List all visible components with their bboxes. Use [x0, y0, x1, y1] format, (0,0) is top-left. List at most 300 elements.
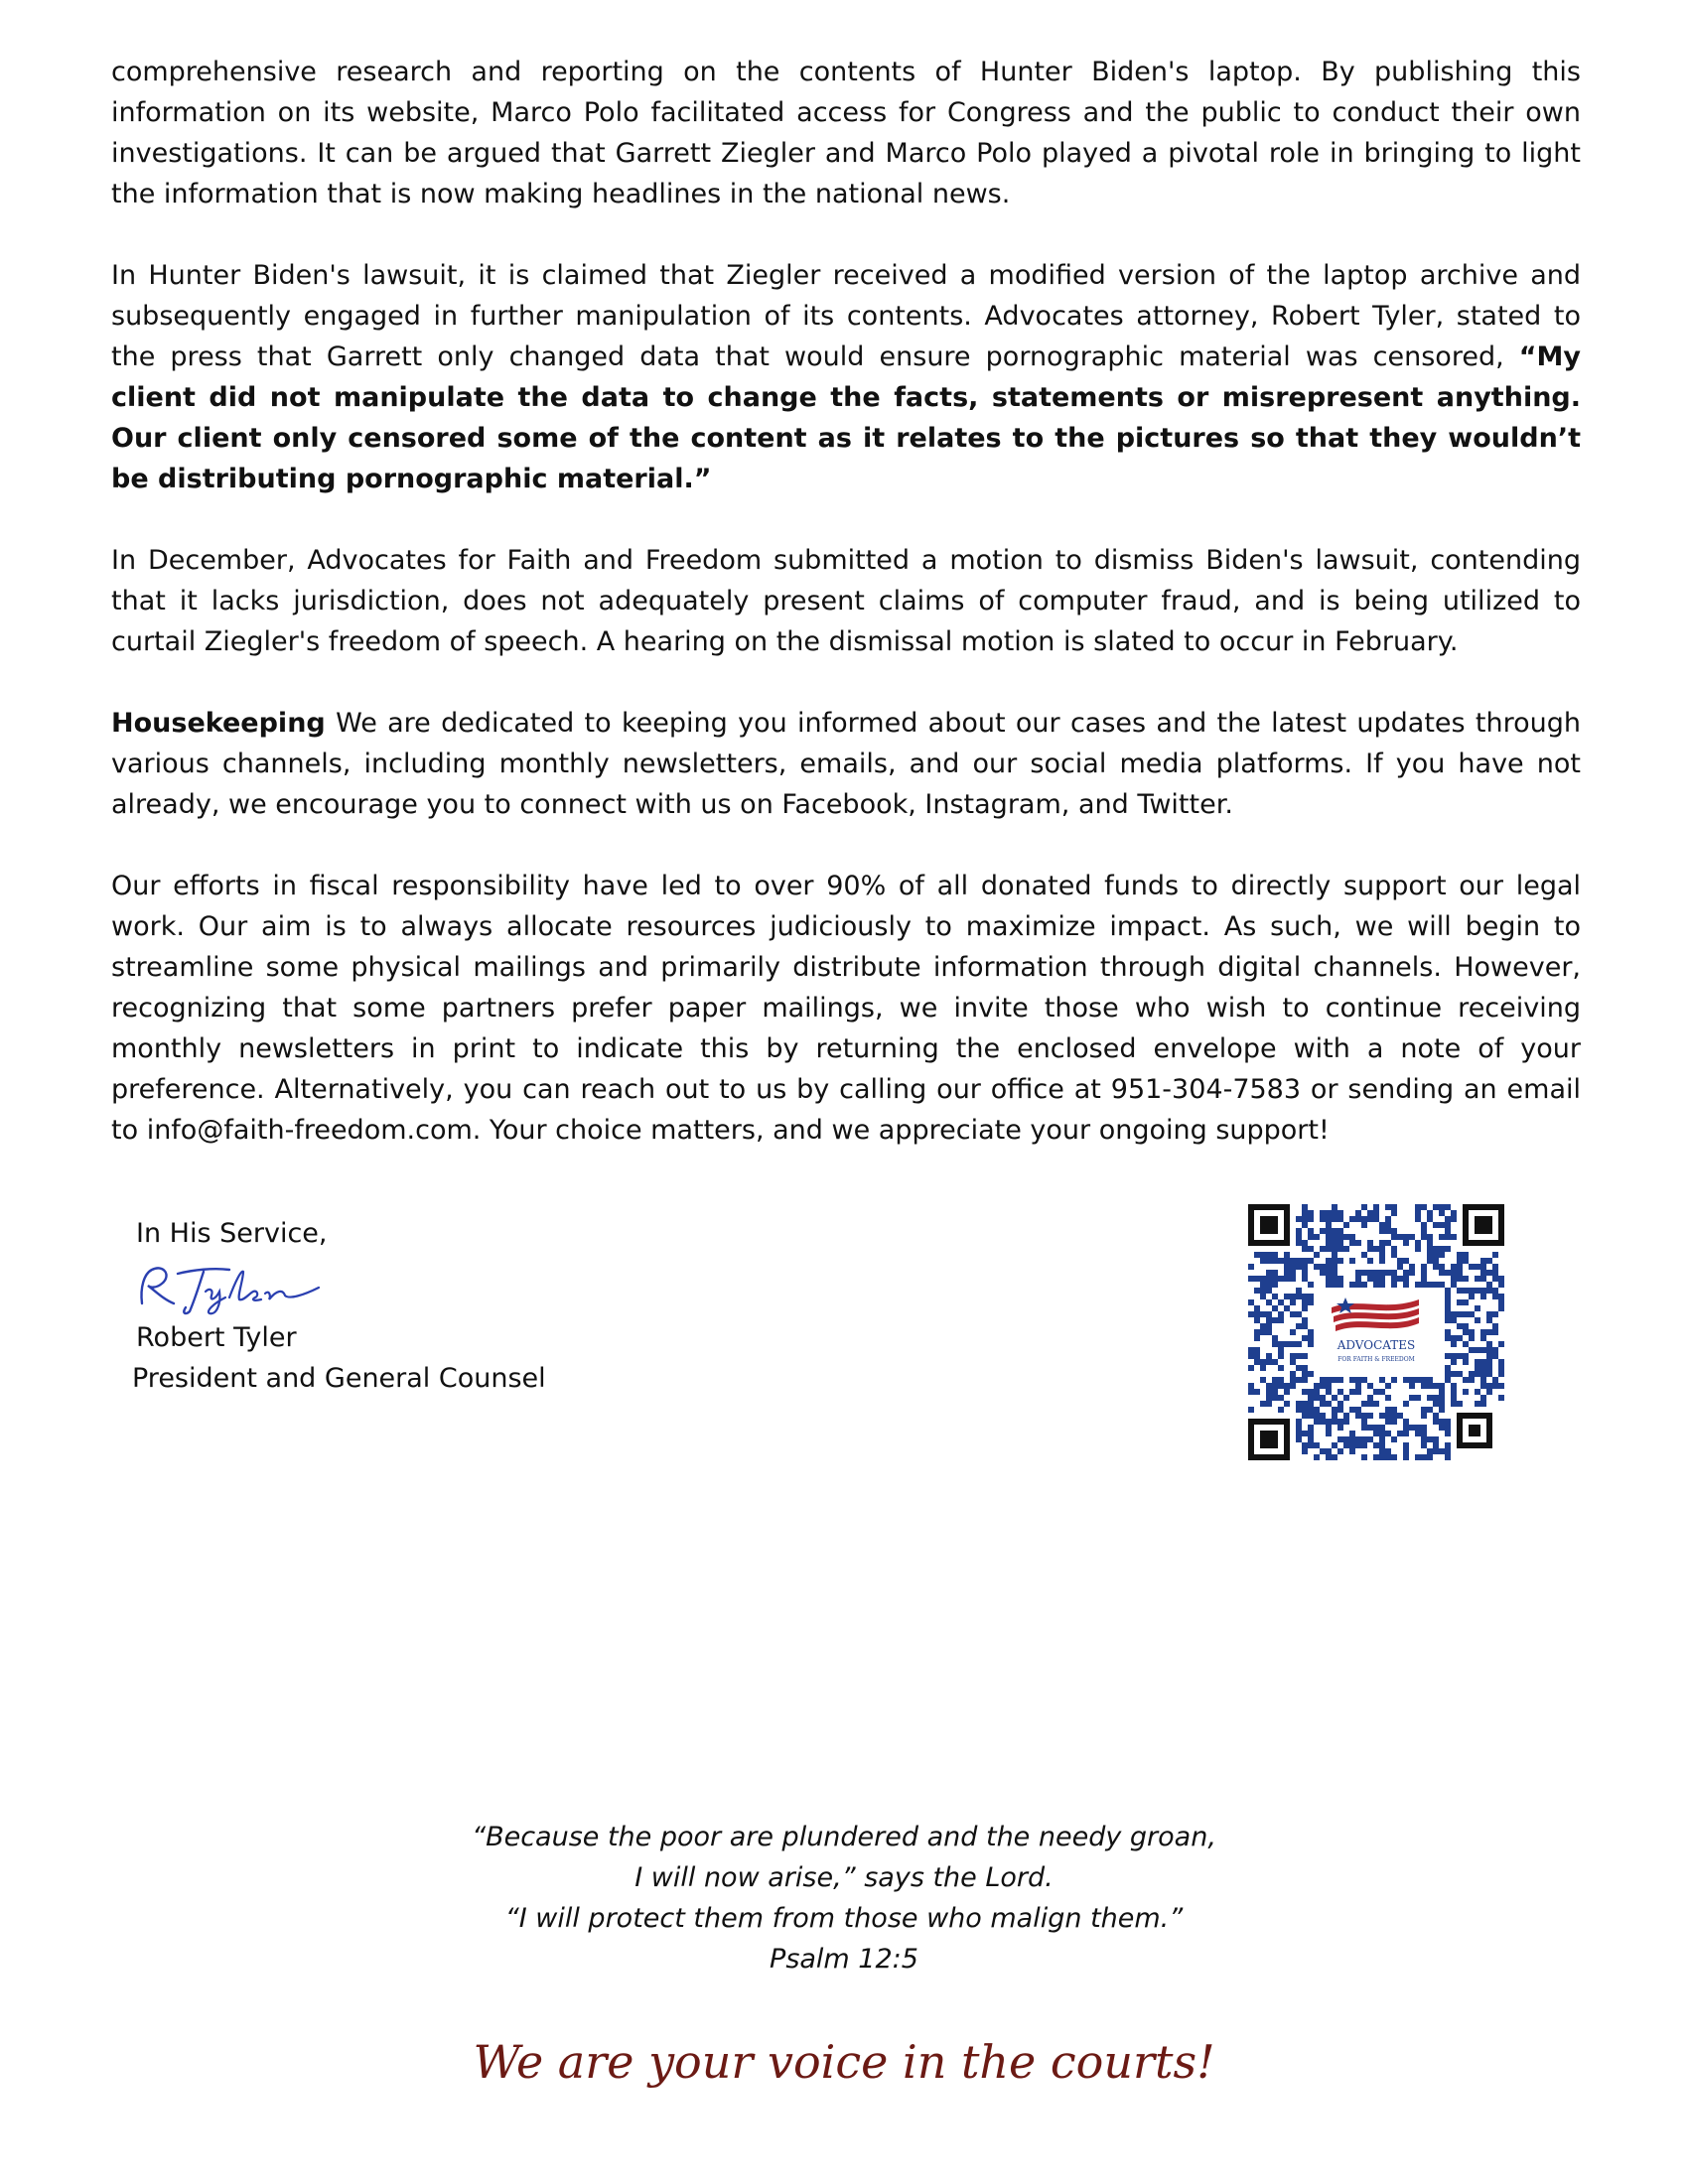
qr-module: [1302, 1299, 1308, 1305]
qr-module: [1391, 1252, 1397, 1258]
qr-module: [1367, 1276, 1373, 1282]
qr-module: [1385, 1228, 1391, 1234]
qr-module: [1367, 1210, 1373, 1216]
qr-module: [1379, 1240, 1385, 1246]
qr-module: [1379, 1222, 1385, 1228]
qr-module: [1403, 1258, 1409, 1264]
qr-module: [1445, 1335, 1451, 1341]
qr-module: [1314, 1442, 1320, 1448]
qr-module: [1445, 1270, 1451, 1276]
qr-module: [1337, 1419, 1343, 1425]
qr-module: [1486, 1341, 1492, 1347]
qr-module: [1349, 1448, 1355, 1454]
qr-module: [1308, 1299, 1314, 1305]
qr-module: [1326, 1216, 1332, 1222]
qr-module: [1385, 1407, 1391, 1413]
qr-module: [1492, 1377, 1498, 1383]
qr-module: [1421, 1270, 1427, 1276]
qr-module: [1361, 1436, 1367, 1442]
qr-module: [1498, 1282, 1504, 1288]
qr-module: [1498, 1371, 1504, 1377]
qr-module: [1379, 1448, 1385, 1454]
qr-module: [1457, 1252, 1463, 1258]
qr-module: [1248, 1407, 1254, 1413]
qr-module: [1302, 1323, 1308, 1329]
qr-module: [1296, 1258, 1302, 1264]
qr-module: [1355, 1383, 1361, 1389]
qr-module: [1367, 1258, 1373, 1264]
qr-module: [1361, 1442, 1367, 1448]
paragraph-text: We are dedicated to keeping you informed about our cases and the latest updates through various channels, including monthly newsletters, emails, and our social media platforms. If you have not already, we encourage you to connect with us on Facebook, Instagram, and Twitter.: [111, 708, 1581, 820]
qr-module: [1480, 1383, 1486, 1389]
qr-module: [1492, 1323, 1498, 1329]
qr-module: [1302, 1413, 1308, 1419]
qr-module: [1391, 1276, 1397, 1282]
qr-module: [1475, 1264, 1480, 1270]
qr-module: [1260, 1258, 1266, 1264]
qr-module: [1427, 1407, 1433, 1413]
qr-module: [1260, 1329, 1266, 1335]
qr-module: [1296, 1234, 1302, 1240]
qr-module: [1296, 1401, 1302, 1407]
qr-module: [1469, 1377, 1475, 1383]
qr-module: [1445, 1216, 1451, 1222]
qr-module: [1361, 1419, 1367, 1425]
qr-module: [1451, 1371, 1457, 1377]
qr-module: [1320, 1264, 1326, 1270]
qr-module: [1469, 1335, 1475, 1341]
qr-module: [1451, 1210, 1457, 1216]
qr-module: [1498, 1294, 1504, 1299]
qr-module: [1421, 1222, 1427, 1228]
qr-module: [1475, 1288, 1480, 1294]
qr-module: [1337, 1425, 1343, 1431]
qr-module: [1439, 1395, 1445, 1401]
qr-module: [1391, 1234, 1397, 1240]
qr-module: [1361, 1270, 1367, 1276]
qr-module: [1343, 1413, 1349, 1419]
qr-module: [1284, 1305, 1290, 1311]
qr-module: [1498, 1305, 1504, 1311]
qr-module: [1284, 1270, 1290, 1276]
qr-module: [1248, 1311, 1254, 1317]
qr-module: [1409, 1264, 1415, 1270]
qr-module: [1421, 1264, 1427, 1270]
qr-module: [1355, 1407, 1361, 1413]
qr-module: [1397, 1276, 1403, 1282]
qr-module: [1463, 1288, 1469, 1294]
qr-module: [1480, 1365, 1486, 1371]
qr-module: [1361, 1425, 1367, 1431]
qr-module: [1480, 1347, 1486, 1353]
qr-module: [1349, 1234, 1355, 1240]
qr-module: [1403, 1419, 1409, 1425]
qr-module: [1326, 1258, 1332, 1264]
signer-name: Robert Tyler: [136, 1322, 297, 1353]
qr-module: [1296, 1240, 1302, 1246]
qr-module: [1266, 1401, 1272, 1407]
qr-module: [1326, 1431, 1332, 1436]
qr-module: [1421, 1377, 1427, 1383]
qr-module: [1421, 1425, 1427, 1431]
qr-module: [1290, 1329, 1296, 1335]
qr-module: [1433, 1383, 1439, 1389]
qr-module: [1451, 1282, 1457, 1288]
qr-module: [1278, 1383, 1284, 1389]
qr-module: [1349, 1258, 1355, 1264]
qr-module: [1266, 1288, 1272, 1294]
qr-module: [1254, 1311, 1260, 1317]
qr-module: [1379, 1377, 1385, 1383]
qr-module: [1326, 1383, 1332, 1389]
qr-module: [1480, 1371, 1486, 1377]
qr-module: [1355, 1389, 1361, 1395]
qr-finder-bottom-right: [1457, 1413, 1492, 1448]
qr-module: [1349, 1389, 1355, 1395]
qr-module: [1284, 1383, 1290, 1389]
qr-module: [1308, 1413, 1314, 1419]
qr-module: [1463, 1353, 1469, 1359]
qr-module: [1492, 1311, 1498, 1317]
qr-module: [1403, 1377, 1409, 1383]
qr-module: [1445, 1419, 1451, 1425]
verse-line: “I will protect them from those who malign them.”: [504, 1903, 1184, 1934]
qr-module: [1278, 1311, 1284, 1317]
qr-module: [1451, 1317, 1457, 1323]
qr-module: [1260, 1252, 1266, 1258]
qr-module: [1486, 1282, 1492, 1288]
qr-module: [1302, 1270, 1308, 1276]
qr-module: [1343, 1436, 1349, 1442]
qr-module: [1272, 1258, 1278, 1264]
qr-module: [1302, 1305, 1308, 1311]
qr-module: [1326, 1246, 1332, 1252]
qr-module: [1343, 1395, 1349, 1401]
qr-module: [1439, 1210, 1445, 1216]
qr-module: [1445, 1246, 1451, 1252]
qr-module: [1367, 1246, 1373, 1252]
qr-module: [1266, 1323, 1272, 1329]
qr-module: [1332, 1234, 1337, 1240]
qr-module: [1308, 1258, 1314, 1264]
paragraph-text: In Hunter Biden's lawsuit, it is claimed that Ziegler received a modified version of the laptop archive and subsequently engaged in further manipulation of its contents. Advocates attorney, Robert Tyler, stated to the press that Garrett only changed data that would ensure pornographic material was censored,: [111, 260, 1581, 372]
qr-module: [1332, 1246, 1337, 1252]
qr-module: [1337, 1258, 1343, 1264]
qr-module: [1320, 1383, 1326, 1389]
qr-module: [1314, 1389, 1320, 1395]
qr-module: [1302, 1210, 1308, 1216]
qr-module: [1337, 1448, 1343, 1454]
qr-module: [1475, 1347, 1480, 1353]
qr-module: [1337, 1228, 1343, 1234]
qr-module: [1278, 1395, 1284, 1401]
qr-module: [1403, 1431, 1409, 1436]
qr-module: [1308, 1389, 1314, 1395]
qr-module: [1427, 1258, 1433, 1264]
qr-module: [1349, 1377, 1355, 1383]
qr-module: [1486, 1383, 1492, 1389]
qr-module: [1391, 1282, 1397, 1288]
qr-module: [1486, 1270, 1492, 1276]
qr-finder-top-left: [1248, 1204, 1290, 1246]
qr-module: [1379, 1413, 1385, 1419]
qr-module: [1349, 1407, 1355, 1413]
qr-module: [1445, 1294, 1451, 1299]
qr-module: [1421, 1383, 1427, 1389]
qr-module: [1266, 1395, 1272, 1401]
qr-module: [1266, 1353, 1272, 1359]
qr-module: [1272, 1395, 1278, 1401]
qr-module: [1433, 1204, 1439, 1210]
qr-module: [1457, 1270, 1463, 1276]
qr-module: [1445, 1442, 1451, 1448]
qr-module: [1463, 1252, 1469, 1258]
qr-module: [1445, 1329, 1451, 1335]
qr-module: [1391, 1407, 1397, 1413]
qr-module: [1308, 1234, 1314, 1240]
qr-module: [1320, 1419, 1326, 1425]
qr-module: [1379, 1282, 1385, 1288]
qr-module: [1320, 1377, 1326, 1383]
qr-module: [1421, 1431, 1427, 1436]
qr-module: [1391, 1228, 1397, 1234]
qr-module: [1373, 1210, 1379, 1216]
qr-module: [1332, 1282, 1337, 1288]
qr-module: [1379, 1442, 1385, 1448]
qr-module: [1451, 1264, 1457, 1270]
qr-module: [1433, 1413, 1439, 1419]
qr-module: [1296, 1216, 1302, 1222]
qr-module: [1290, 1353, 1296, 1359]
qr-module: [1439, 1448, 1445, 1454]
qr-module: [1254, 1276, 1260, 1282]
qr-module: [1302, 1246, 1308, 1252]
qr-module: [1332, 1258, 1337, 1264]
qr-module: [1409, 1383, 1415, 1389]
qr-module: [1469, 1311, 1475, 1317]
qr-module: [1433, 1419, 1439, 1425]
qr-module: [1421, 1454, 1427, 1460]
qr-module: [1284, 1258, 1290, 1264]
qr-module: [1427, 1436, 1433, 1442]
qr-module: [1373, 1204, 1379, 1210]
qr-module: [1337, 1436, 1343, 1442]
qr-finder-top-right: [1463, 1204, 1504, 1246]
qr-module: [1463, 1323, 1469, 1329]
qr-module: [1427, 1246, 1433, 1252]
qr-module: [1302, 1258, 1308, 1264]
qr-module: [1290, 1359, 1296, 1365]
qr-module: [1403, 1454, 1409, 1460]
qr-module: [1260, 1365, 1266, 1371]
qr-module: [1439, 1425, 1445, 1431]
qr-module: [1439, 1270, 1445, 1276]
qr-module: [1427, 1210, 1433, 1216]
qr-module: [1308, 1425, 1314, 1431]
qr-module: [1337, 1282, 1343, 1288]
qr-module: [1367, 1240, 1373, 1246]
qr-code[interactable]: [1248, 1204, 1504, 1460]
qr-module: [1421, 1282, 1427, 1288]
qr-module: [1439, 1407, 1445, 1413]
qr-module: [1308, 1407, 1314, 1413]
qr-module: [1326, 1389, 1332, 1395]
qr-module: [1480, 1329, 1486, 1335]
qr-module: [1355, 1210, 1361, 1216]
qr-module: [1498, 1299, 1504, 1305]
qr-module: [1415, 1240, 1421, 1246]
verse-line: I will now arise,” says the Lord.: [634, 1862, 1054, 1893]
qr-module: [1337, 1216, 1343, 1222]
closing-line: In His Service,: [136, 1218, 328, 1249]
tagline: We are your voice in the courts!: [473, 2035, 1215, 2089]
qr-module: [1451, 1216, 1457, 1222]
qr-module: [1385, 1419, 1391, 1425]
qr-module: [1480, 1264, 1486, 1270]
qr-module: [1451, 1335, 1457, 1341]
qr-module: [1445, 1311, 1451, 1317]
qr-module: [1379, 1228, 1385, 1234]
qr-module: [1409, 1377, 1415, 1383]
qr-module: [1439, 1264, 1445, 1270]
qr-module: [1308, 1294, 1314, 1299]
qr-module: [1451, 1401, 1457, 1407]
paragraph-marco-polo: [111, 52, 1581, 214]
qr-module: [1457, 1288, 1463, 1294]
qr-module: [1337, 1377, 1343, 1383]
qr-module: [1480, 1401, 1486, 1407]
qr-module: [1308, 1436, 1314, 1442]
qr-module: [1492, 1270, 1498, 1276]
qr-module: [1349, 1436, 1355, 1442]
qr-module: [1337, 1276, 1343, 1282]
qr-module: [1486, 1317, 1492, 1323]
qr-module: [1296, 1407, 1302, 1413]
qr-module: [1332, 1216, 1337, 1222]
qr-module: [1463, 1258, 1469, 1264]
paragraph-text: Our efforts in fiscal responsibility have led to over 90% of all donated funds to directly support our legal work. Our aim is to always allocate resources judiciously to maximize impact. As such, we will begin to streamline some physical mailings and primarily distribute information through digital channels. However, recognizing that some partners prefer paper mailings, we invite those who wish to continue receiving monthly newsletters in print to indicate this by returning the enclosed envelope with a note of your preference. Alternatively, you can reach out to us by calling our office at 951-304-7583 or sending an email to info@faith-freedom.com. Your choice matters, and we appreciate your ongoing support!: [111, 871, 1581, 1146]
qr-module: [1296, 1436, 1302, 1442]
qr-module: [1343, 1246, 1349, 1252]
qr-module: [1391, 1270, 1397, 1276]
qr-module: [1492, 1347, 1498, 1353]
qr-module: [1296, 1288, 1302, 1294]
qr-module: [1296, 1228, 1302, 1234]
qr-module: [1409, 1395, 1415, 1401]
qr-module: [1498, 1359, 1504, 1365]
qr-module: [1272, 1252, 1278, 1258]
qr-module: [1332, 1395, 1337, 1401]
signature-block: [134, 1213, 730, 1399]
qr-module: [1415, 1204, 1421, 1210]
qr-module: [1308, 1329, 1314, 1335]
qr-module: [1433, 1448, 1439, 1454]
qr-module: [1379, 1258, 1385, 1264]
qr-module: [1433, 1258, 1439, 1264]
qr-module: [1469, 1347, 1475, 1353]
qr-module: [1385, 1216, 1391, 1222]
qr-module: [1302, 1448, 1308, 1454]
qr-module: [1451, 1395, 1457, 1401]
qr-module: [1308, 1228, 1314, 1234]
qr-module: [1296, 1431, 1302, 1436]
qr-module: [1457, 1371, 1463, 1377]
qr-module: [1486, 1353, 1492, 1359]
verse-reference: Psalm 12:5: [770, 1944, 918, 1975]
qr-module: [1433, 1401, 1439, 1407]
qr-module: [1314, 1234, 1320, 1240]
qr-module: [1391, 1204, 1397, 1210]
qr-module: [1278, 1353, 1284, 1359]
qr-module: [1278, 1299, 1284, 1305]
qr-module: [1391, 1413, 1397, 1419]
qr-module: [1302, 1335, 1308, 1341]
verse-line: “Because the poor are plundered and the needy groan,: [472, 1822, 1216, 1852]
qr-module: [1373, 1431, 1379, 1436]
qr-module: [1308, 1431, 1314, 1436]
qr-module: [1284, 1276, 1290, 1282]
qr-module: [1326, 1210, 1332, 1216]
qr-module: [1498, 1383, 1504, 1389]
logo-line-1: ADVOCATES: [1336, 1338, 1416, 1352]
qr-module: [1284, 1294, 1290, 1299]
qr-module: [1427, 1448, 1433, 1454]
qr-module: [1421, 1204, 1427, 1210]
qr-module: [1308, 1282, 1314, 1288]
qr-module: [1343, 1442, 1349, 1448]
qr-module: [1326, 1401, 1332, 1407]
qr-module: [1278, 1341, 1284, 1347]
qr-module: [1308, 1341, 1314, 1347]
qr-module: [1337, 1210, 1343, 1216]
qr-module: [1367, 1395, 1373, 1401]
qr-module: [1373, 1401, 1379, 1407]
qr-module: [1439, 1389, 1445, 1395]
qr-module: [1326, 1240, 1332, 1246]
paragraph-housekeeping: [111, 703, 1581, 825]
qr-module: [1349, 1431, 1355, 1436]
qr-module: [1445, 1448, 1451, 1454]
qr-module: [1433, 1246, 1439, 1252]
qr-module: [1314, 1264, 1320, 1270]
qr-module: [1463, 1359, 1469, 1365]
qr-module: [1475, 1389, 1480, 1395]
qr-module: [1397, 1413, 1403, 1419]
qr-module: [1433, 1282, 1439, 1288]
qr-module: [1475, 1401, 1480, 1407]
qr-module: [1302, 1431, 1308, 1436]
qr-module: [1469, 1288, 1475, 1294]
qr-module: [1314, 1395, 1320, 1401]
qr-module: [1332, 1240, 1337, 1246]
qr-module: [1492, 1252, 1498, 1258]
qr-module: [1290, 1276, 1296, 1282]
qr-module: [1308, 1216, 1314, 1222]
qr-module: [1451, 1389, 1457, 1395]
qr-module: [1314, 1454, 1320, 1460]
qr-module: [1415, 1282, 1421, 1288]
qr-module: [1373, 1276, 1379, 1282]
qr-module: [1486, 1359, 1492, 1365]
qr-module: [1320, 1210, 1326, 1216]
qr-module: [1308, 1335, 1314, 1341]
qr-module: [1391, 1210, 1397, 1216]
qr-module: [1451, 1270, 1457, 1276]
qr-module: [1475, 1359, 1480, 1365]
advocates-logo: [1314, 1288, 1439, 1371]
qr-module: [1373, 1389, 1379, 1395]
qr-module: [1445, 1431, 1451, 1436]
